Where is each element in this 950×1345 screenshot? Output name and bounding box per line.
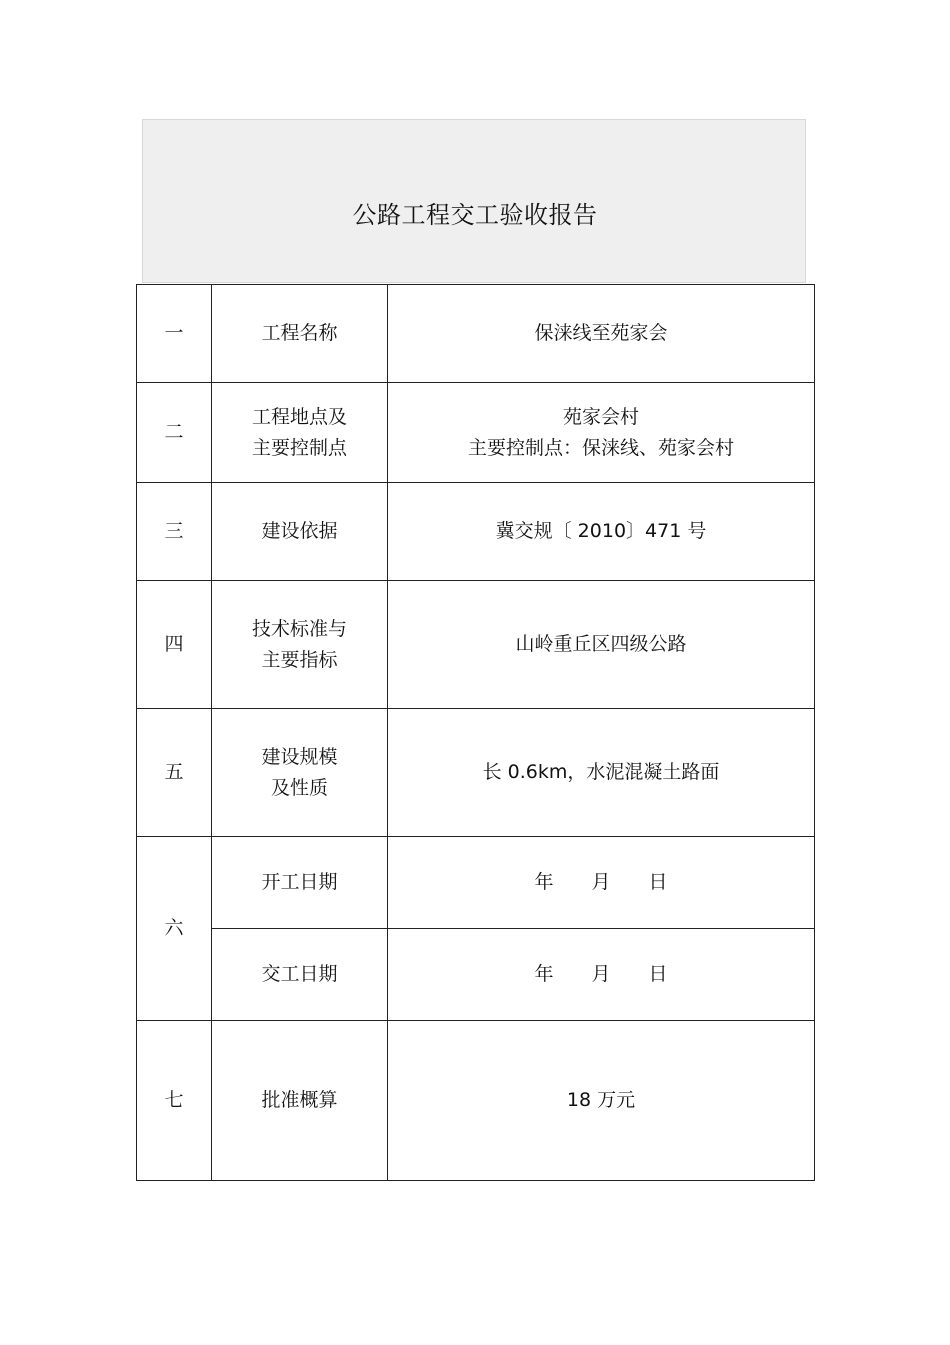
date-month: 月 [591, 871, 611, 893]
label-line: 及性质 [270, 776, 328, 799]
row-number: 四 [137, 581, 212, 709]
table-row [137, 709, 815, 837]
row-value [388, 837, 815, 929]
date-day: 日 [648, 963, 668, 985]
row-number: 一 [137, 285, 212, 383]
row-label: 交工日期 [212, 929, 388, 1021]
row-number: 六 [137, 837, 212, 1021]
value-line: 主要控制点：保涞线、苑家会村 [467, 436, 734, 459]
row-label: 工程名称 [212, 285, 388, 383]
label-line: 主要控制点 [251, 436, 347, 459]
row-value: 山岭重丘区四级公路 [388, 581, 815, 709]
date-month: 月 [591, 963, 611, 985]
date-day: 日 [648, 871, 668, 893]
table-row [137, 285, 815, 383]
report-table [136, 284, 815, 1181]
table-row [137, 581, 815, 709]
label-line: 主要指标 [261, 648, 338, 671]
document-title: 公路工程交工验收报告 [352, 201, 598, 229]
row-label [212, 709, 388, 837]
row-value: 18 万元 [388, 1021, 815, 1181]
date-year: 年 [534, 871, 554, 893]
row-value: 冀交规〔 2010〕471 号 [388, 483, 815, 581]
row-label [212, 383, 388, 483]
row-value: 长 0.6km，水泥混凝土路面 [388, 709, 815, 837]
date-year: 年 [534, 963, 554, 985]
row-number: 三 [137, 483, 212, 581]
row-value [388, 383, 815, 483]
row-label: 建设依据 [212, 483, 388, 581]
date-start [534, 871, 667, 893]
table-row [137, 483, 815, 581]
row-label: 批准概算 [212, 1021, 388, 1181]
row-number: 五 [137, 709, 212, 837]
row-label: 开工日期 [212, 837, 388, 929]
row-value: 保涞线至苑家会 [388, 285, 815, 383]
table-row [137, 929, 815, 1021]
value-line: 苑家会村 [562, 405, 639, 428]
row-value [388, 929, 815, 1021]
label-line: 技术标准与 [251, 617, 347, 640]
row-label [212, 581, 388, 709]
row-number: 二 [137, 383, 212, 483]
row-number: 七 [137, 1021, 212, 1181]
table-row [137, 1021, 815, 1181]
table-row [137, 837, 815, 929]
label-line: 工程地点及 [251, 405, 347, 428]
label-line: 建设规模 [261, 745, 338, 768]
table-row [137, 383, 815, 483]
date-completion [534, 963, 667, 985]
